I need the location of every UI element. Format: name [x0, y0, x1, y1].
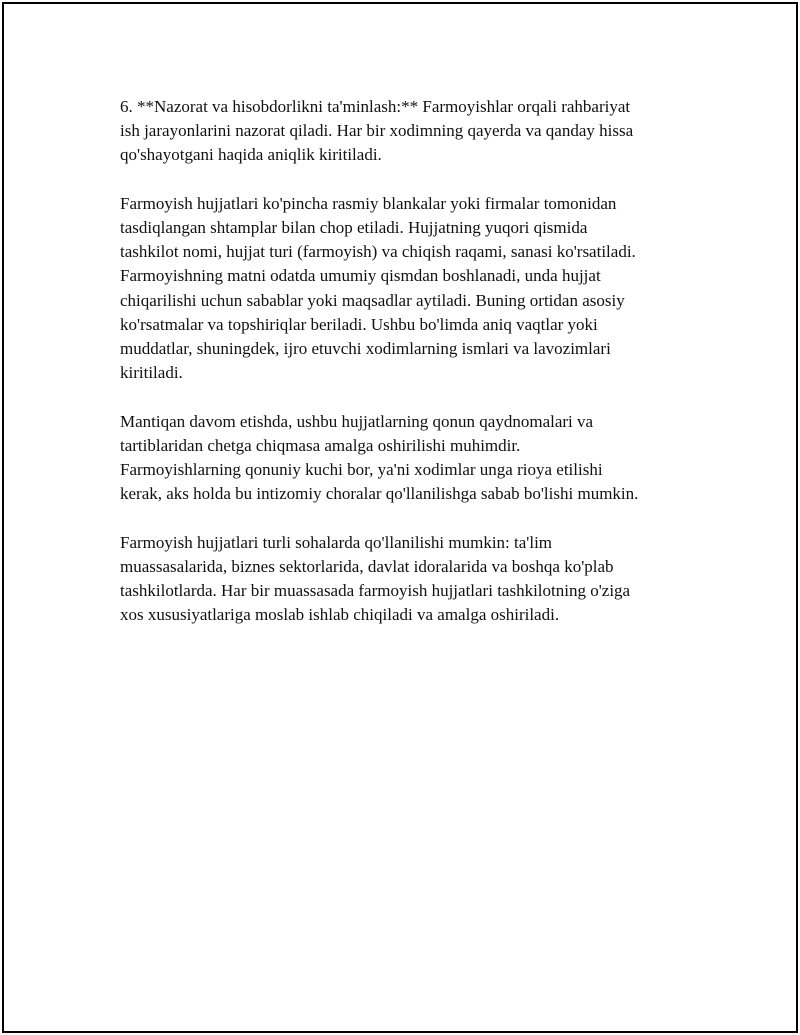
- paragraph-legal-force: Mantiqan davom etishda, ushbu hujjatlarning qonun qaydnomalari va tartiblaridan chetga chiqmasa amalga oshirilishi muhimdir. Farmoyishlarning qonuniy kuchi bor, ya'ni xodimlar unga rioya etilishi kerak, aks holda bu intizomiy choralar qo'llanilishga sabab bo'lishi mumkin.: [120, 411, 639, 504]
- document-body: [120, 95, 710, 652]
- paragraph-control-accountability: 6. **Nazorat va hisobdorlikni ta'minlash:** Farmoyishlar orqali rahbariyat ish jarayonlarini nazorat qiladi. Har bir xodimning qayerda va qanday hissa qo'shayotgani haqida aniqlik kiritiladi.: [120, 97, 634, 165]
- document-page: [2, 2, 798, 1033]
- paragraph-application-areas: Farmoyish hujjatlari turli sohalarda qo'llanilishi mumkin: ta'lim muassasalarida, biznes sektorlarida, davlat idoralarida va boshqa ko'plab tashkilotlarda. Har bir muassasada farmoyish hujjatlari tashkilotning o'ziga xos xususiyatlariga moslab ishlab chiqiladi va amalga oshiriladi.: [120, 532, 631, 625]
- paragraph-document-format: Farmoyish hujjatlari ko'pincha rasmiy blankalar yoki firmalar tomonidan tasdiqlangan shtamplar bilan chop etiladi. Hujjatning yuqori qismida tashkilot nomi, hujjat turi (farmoyish) va chiqish raqami, sanasi ko'rsatiladi. Farmoyishning matni odatda umumiy qismdan boshlanadi, unda hujjat chiqarilishi uchun sabablar yoki maqsadlar aytiladi. Buning ortidan asosiy ko'rsatmalar va topshiriqlar beriladi. Ushbu bo'limda aniq vaqtlar yoki muddatlar, shuningdek, ijro etuvchi xodimlarning ismlari va lavozimlari kiritiladi.: [120, 193, 636, 383]
